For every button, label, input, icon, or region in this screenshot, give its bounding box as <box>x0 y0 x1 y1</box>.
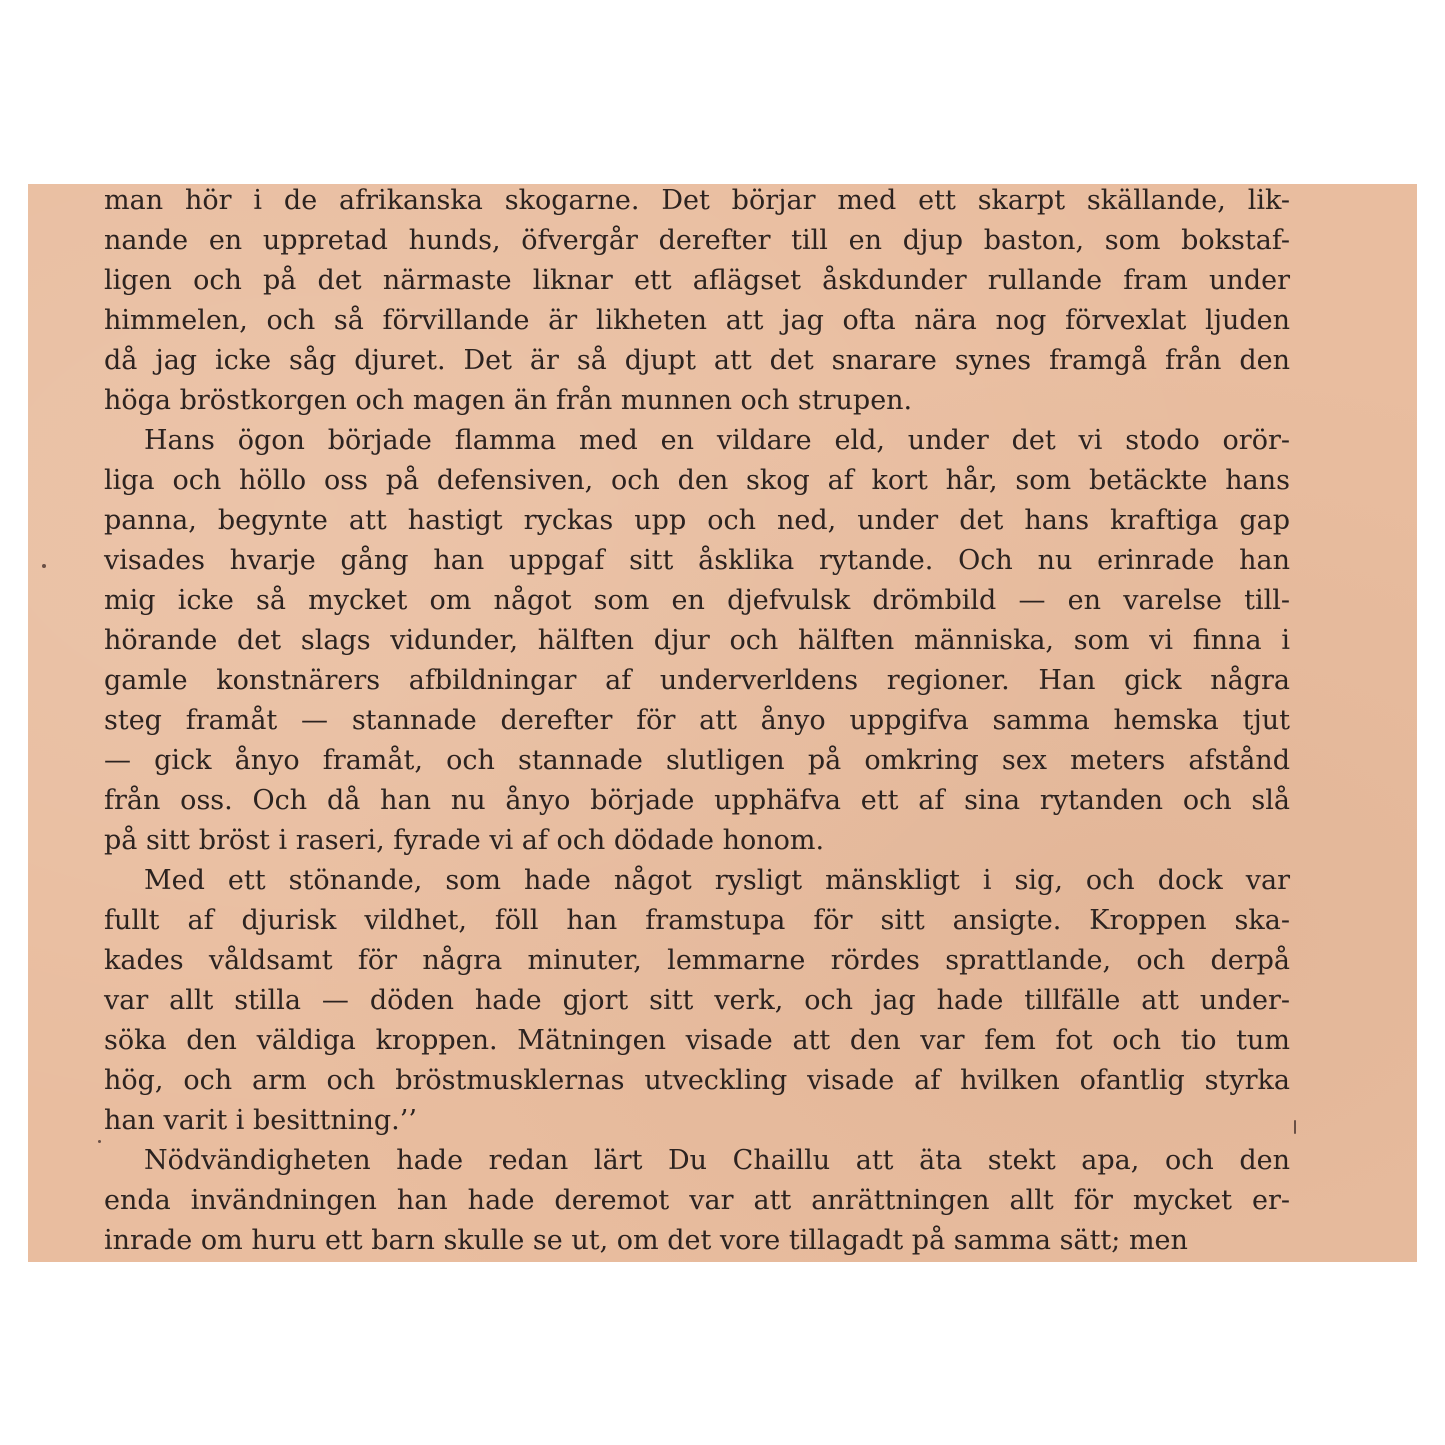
body-text <box>104 184 1290 1261</box>
text-line: hörande det slags vidunder, hälften djur och hälften människa, som vi finna i <box>104 625 1290 656</box>
text-line: mig icke så mycket om något som en djefvulsk drömbild — en varelse till- <box>104 585 1290 616</box>
text-line: Nödvändigheten hade redan lärt Du Chaillu att äta stekt apa, och den <box>144 1145 1290 1176</box>
ink-speck <box>42 564 46 568</box>
text-line: söka den väldiga kroppen. Mätningen visade att den var fem fot och tio tum <box>104 1025 1290 1056</box>
text-line: Med ett stönande, som hade något rysligt mänskligt i sig, och dock var <box>144 865 1290 896</box>
text-line: höga bröstkorgen och magen än från munnen och strupen. <box>104 385 913 416</box>
text-line: hög, och arm och bröstmusklernas utveckling visade af hvilken ofantlig styrka <box>104 1065 1290 1096</box>
text-line: han varit i besittning.’’ <box>104 1105 417 1136</box>
text-line: kades våldsamt för några minuter, lemmarne rördes sprattlande, och derpå <box>104 945 1290 976</box>
text-line: himmelen, och så förvillande är likheten att jag ofta nära nog förvexlat ljuden <box>104 305 1290 336</box>
text-line: steg framåt — stannade derefter för att ånyo uppgifva samma hemska tjut <box>104 705 1290 736</box>
text-line: inrade om huru ett barn skulle se ut, om det vore tillagadt på samma sätt; men <box>104 1225 1188 1256</box>
scanned-page <box>28 184 1417 1262</box>
text-line: på sitt bröst i raseri, fyrade vi af och dödade honom. <box>104 825 825 856</box>
text-line: gamle konstnärers afbildningar af underverldens regioner. Han gick några <box>104 665 1290 696</box>
text-line: enda invändningen han hade deremot var att anrättningen allt för mycket er- <box>104 1185 1290 1216</box>
text-line: panna, begynte att hastigt ryckas upp och ned, under det hans kraftiga gap <box>104 505 1290 536</box>
text-line: — gick ånyo framåt, och stannade slutligen på omkring sex meters afstånd <box>104 745 1290 776</box>
text-line: var allt stilla — döden hade gjort sitt verk, och jag hade tillfälle att under- <box>104 985 1290 1016</box>
text-line: visades hvarje gång han uppgaf sitt åsklika rytande. Och nu erinrade han <box>104 545 1290 576</box>
text-line: Hans ögon började flamma med en vildare eld, under det vi stodo orör- <box>144 425 1290 456</box>
ink-speck <box>1294 1120 1296 1134</box>
text-line: fullt af djurisk vildhet, föll han framstupa för sitt ansigte. Kroppen ska- <box>104 905 1290 936</box>
text-line: liga och höllo oss på defensiven, och den skog af kort hår, som betäckte hans <box>104 465 1290 496</box>
text-line: ligen och på det närmaste liknar ett aflägset åskdunder rullande fram under <box>104 265 1290 296</box>
text-line: då jag icke såg djuret. Det är så djupt att det snarare synes framgå från den <box>104 345 1290 376</box>
text-line: man hör i de afrikanska skogarne. Det börjar med ett skarpt skällande, lik- <box>104 185 1290 216</box>
text-line: nande en uppretad hunds, öfvergår derefter till en djup baston, som bokstaf- <box>104 225 1290 256</box>
ink-speck <box>98 1140 101 1143</box>
text-line: från oss. Och då han nu ånyo började upphäfva ett af sina rytanden och slå <box>104 785 1290 816</box>
